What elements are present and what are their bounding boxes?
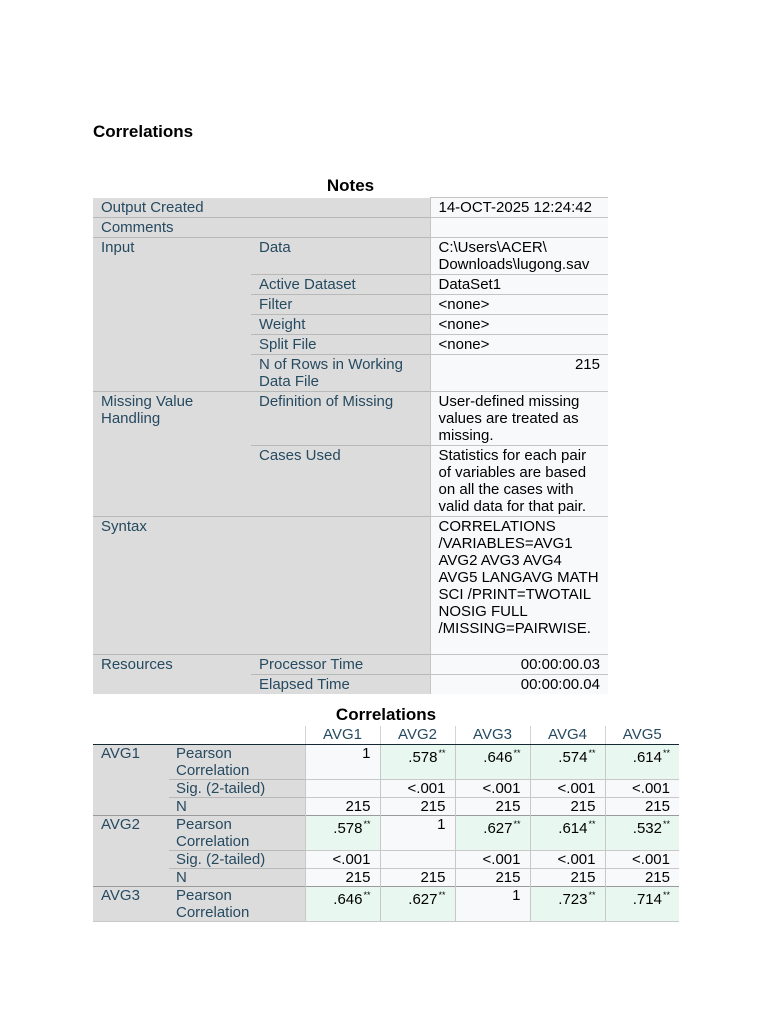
notes-row xyxy=(93,238,608,275)
cell-value: .627 xyxy=(483,820,513,837)
cell-value: .532 xyxy=(632,820,662,837)
correlations-header-row xyxy=(93,726,679,745)
notes-sub-label: Data xyxy=(251,238,430,275)
correlation-cell xyxy=(530,816,605,851)
correlation-cell xyxy=(305,887,380,922)
column-header: AVG1 xyxy=(305,726,380,745)
notes-row xyxy=(93,392,608,446)
correlation-cell xyxy=(305,798,380,816)
cell-value: 215 xyxy=(420,869,446,886)
correlation-row xyxy=(93,798,679,816)
variable-label: AVG3 xyxy=(93,887,169,922)
cell-value: .614 xyxy=(558,820,588,837)
notes-row xyxy=(93,218,608,238)
notes-value: 00:00:00.04 xyxy=(430,675,608,695)
cell-value: .646 xyxy=(333,891,363,908)
significance-marker: ** xyxy=(588,748,596,758)
cell-value: 1 xyxy=(362,745,371,762)
notes-sub-label: Processor Time xyxy=(251,655,430,675)
correlation-cell xyxy=(455,780,530,798)
notes-value: 215 xyxy=(430,355,608,392)
notes-group-label: Comments xyxy=(93,218,430,238)
correlation-cell xyxy=(605,851,679,869)
statistic-label: Sig. (2-tailed) xyxy=(169,780,305,798)
significance-marker: ** xyxy=(662,890,670,900)
notes-value: <none> xyxy=(430,315,608,335)
notes-sub-label: Definition of Missing xyxy=(251,392,430,446)
correlation-cell xyxy=(605,798,679,816)
notes-value: DataSet1 xyxy=(430,275,608,295)
correlation-cell xyxy=(455,851,530,869)
correlations-title: Correlations xyxy=(335,705,437,724)
correlation-cell xyxy=(455,869,530,887)
notes-group-label: Input xyxy=(93,238,251,392)
notes-value: <none> xyxy=(430,335,608,355)
cell-value: 215 xyxy=(644,869,670,886)
notes-row xyxy=(93,517,608,655)
correlation-cell xyxy=(380,887,455,922)
cell-value: .627 xyxy=(408,891,438,908)
correlation-cell xyxy=(305,869,380,887)
cell-value: .714 xyxy=(632,891,662,908)
significance-marker: ** xyxy=(363,819,371,829)
notes-sub-label: N of Rows in Working Data File xyxy=(251,355,430,392)
significance-marker: ** xyxy=(513,819,521,829)
correlation-cell xyxy=(605,816,679,851)
notes-sub-label: Active Dataset xyxy=(251,275,430,295)
column-header: AVG2 xyxy=(380,726,455,745)
variable-label: AVG1 xyxy=(93,745,169,816)
correlation-row xyxy=(93,780,679,798)
cell-value: 1 xyxy=(437,816,446,833)
cell-value: .578 xyxy=(333,820,363,837)
correlation-row xyxy=(93,851,679,869)
notes-group-label: Missing Value Handling xyxy=(93,392,251,517)
correlation-row xyxy=(93,887,679,922)
notes-value: Statistics for each pair of variables are based on all the cases with valid data for that pair. xyxy=(430,446,608,517)
significance-marker: ** xyxy=(662,748,670,758)
correlations-table xyxy=(93,726,679,922)
cell-value: 215 xyxy=(495,798,521,815)
cell-value: <.001 xyxy=(482,851,521,868)
cell-value: 215 xyxy=(345,798,371,815)
correlation-cell xyxy=(380,851,455,869)
correlation-row xyxy=(93,816,679,851)
variable-label: AVG2 xyxy=(93,816,169,887)
correlation-cell xyxy=(380,745,455,780)
correlation-cell xyxy=(305,816,380,851)
correlation-cell xyxy=(305,745,380,780)
notes-value: <none> xyxy=(430,295,608,315)
notes-value: 00:00:00.03 xyxy=(430,655,608,675)
correlation-cell xyxy=(380,869,455,887)
correlation-row xyxy=(93,869,679,887)
cell-value: .723 xyxy=(558,891,588,908)
cell-value: .614 xyxy=(632,749,662,766)
column-header: AVG3 xyxy=(455,726,530,745)
correlation-cell xyxy=(605,745,679,780)
correlation-cell xyxy=(380,816,455,851)
cell-value: 215 xyxy=(345,869,371,886)
correlation-cell xyxy=(455,887,530,922)
significance-marker: ** xyxy=(513,748,521,758)
correlation-cell xyxy=(455,745,530,780)
correlation-cell xyxy=(530,780,605,798)
notes-value: User-defined missing values are treated as missing. xyxy=(430,392,608,446)
cell-value: .578 xyxy=(408,749,438,766)
cell-value: <.001 xyxy=(482,780,521,797)
cell-value: .646 xyxy=(483,749,513,766)
correlation-cell xyxy=(455,816,530,851)
significance-marker: ** xyxy=(363,890,371,900)
cell-value: <.001 xyxy=(332,851,371,868)
page-title: Correlations xyxy=(93,122,194,141)
correlation-cell xyxy=(380,798,455,816)
significance-marker: ** xyxy=(588,819,596,829)
correlation-cell xyxy=(530,745,605,780)
correlation-cell xyxy=(305,851,380,869)
significance-marker: ** xyxy=(438,890,446,900)
notes-value: 14-OCT-2025 12:24:42 xyxy=(430,198,608,218)
notes-row xyxy=(93,655,608,675)
correlation-cell xyxy=(455,798,530,816)
notes-value xyxy=(430,218,608,238)
cell-value: <.001 xyxy=(407,780,446,797)
cell-value: .574 xyxy=(558,749,588,766)
cell-value: 215 xyxy=(644,798,670,815)
notes-value: C:\Users\ACER\ Downloads\lugong.sav xyxy=(430,238,608,275)
statistic-label: Pearson Correlation xyxy=(169,745,305,780)
column-header: AVG5 xyxy=(605,726,679,745)
cell-value: <.001 xyxy=(557,851,596,868)
significance-marker: ** xyxy=(438,748,446,758)
correlation-cell xyxy=(605,780,679,798)
cell-value: 1 xyxy=(512,887,521,904)
correlation-cell xyxy=(530,869,605,887)
cell-value: <.001 xyxy=(557,780,596,797)
correlation-cell xyxy=(605,887,679,922)
cell-value: <.001 xyxy=(632,780,670,797)
column-header: AVG4 xyxy=(530,726,605,745)
correlation-row xyxy=(93,745,679,780)
notes-sub-label: Cases Used xyxy=(251,446,430,517)
correlation-cell xyxy=(305,780,380,798)
corner-blank xyxy=(93,726,169,745)
cell-value: <.001 xyxy=(632,851,670,868)
notes-title: Notes xyxy=(326,176,375,195)
cell-value: 215 xyxy=(570,869,596,886)
notes-value: CORRELATIONS /VARIABLES=AVG1 AVG2 AVG3 AVG4 AVG5 LANGAVG MATH SCI /PRINT=TWOTAIL NOSIG FULL /MISSING=PAIRWISE. xyxy=(430,517,608,655)
notes-group-label: Syntax xyxy=(93,517,430,655)
cell-value: 215 xyxy=(420,798,446,815)
cell-value: 215 xyxy=(570,798,596,815)
significance-marker: ** xyxy=(662,819,670,829)
correlation-cell xyxy=(605,869,679,887)
notes-table xyxy=(93,197,608,694)
significance-marker: ** xyxy=(588,890,596,900)
statistic-label: N xyxy=(169,798,305,816)
statistic-label: Pearson Correlation xyxy=(169,816,305,851)
notes-sub-label: Split File xyxy=(251,335,430,355)
correlation-cell xyxy=(380,780,455,798)
statistic-label: Pearson Correlation xyxy=(169,887,305,922)
cell-value: 215 xyxy=(495,869,521,886)
notes-group-label: Resources xyxy=(93,655,251,695)
statistic-label: N xyxy=(169,869,305,887)
notes-sub-label: Weight xyxy=(251,315,430,335)
notes-sub-label: Elapsed Time xyxy=(251,675,430,695)
notes-sub-label: Filter xyxy=(251,295,430,315)
corner-blank xyxy=(169,726,305,745)
statistic-label: Sig. (2-tailed) xyxy=(169,851,305,869)
correlation-cell xyxy=(530,887,605,922)
correlation-cell xyxy=(530,851,605,869)
notes-row xyxy=(93,198,608,218)
notes-group-label: Output Created xyxy=(93,198,430,218)
correlation-cell xyxy=(530,798,605,816)
